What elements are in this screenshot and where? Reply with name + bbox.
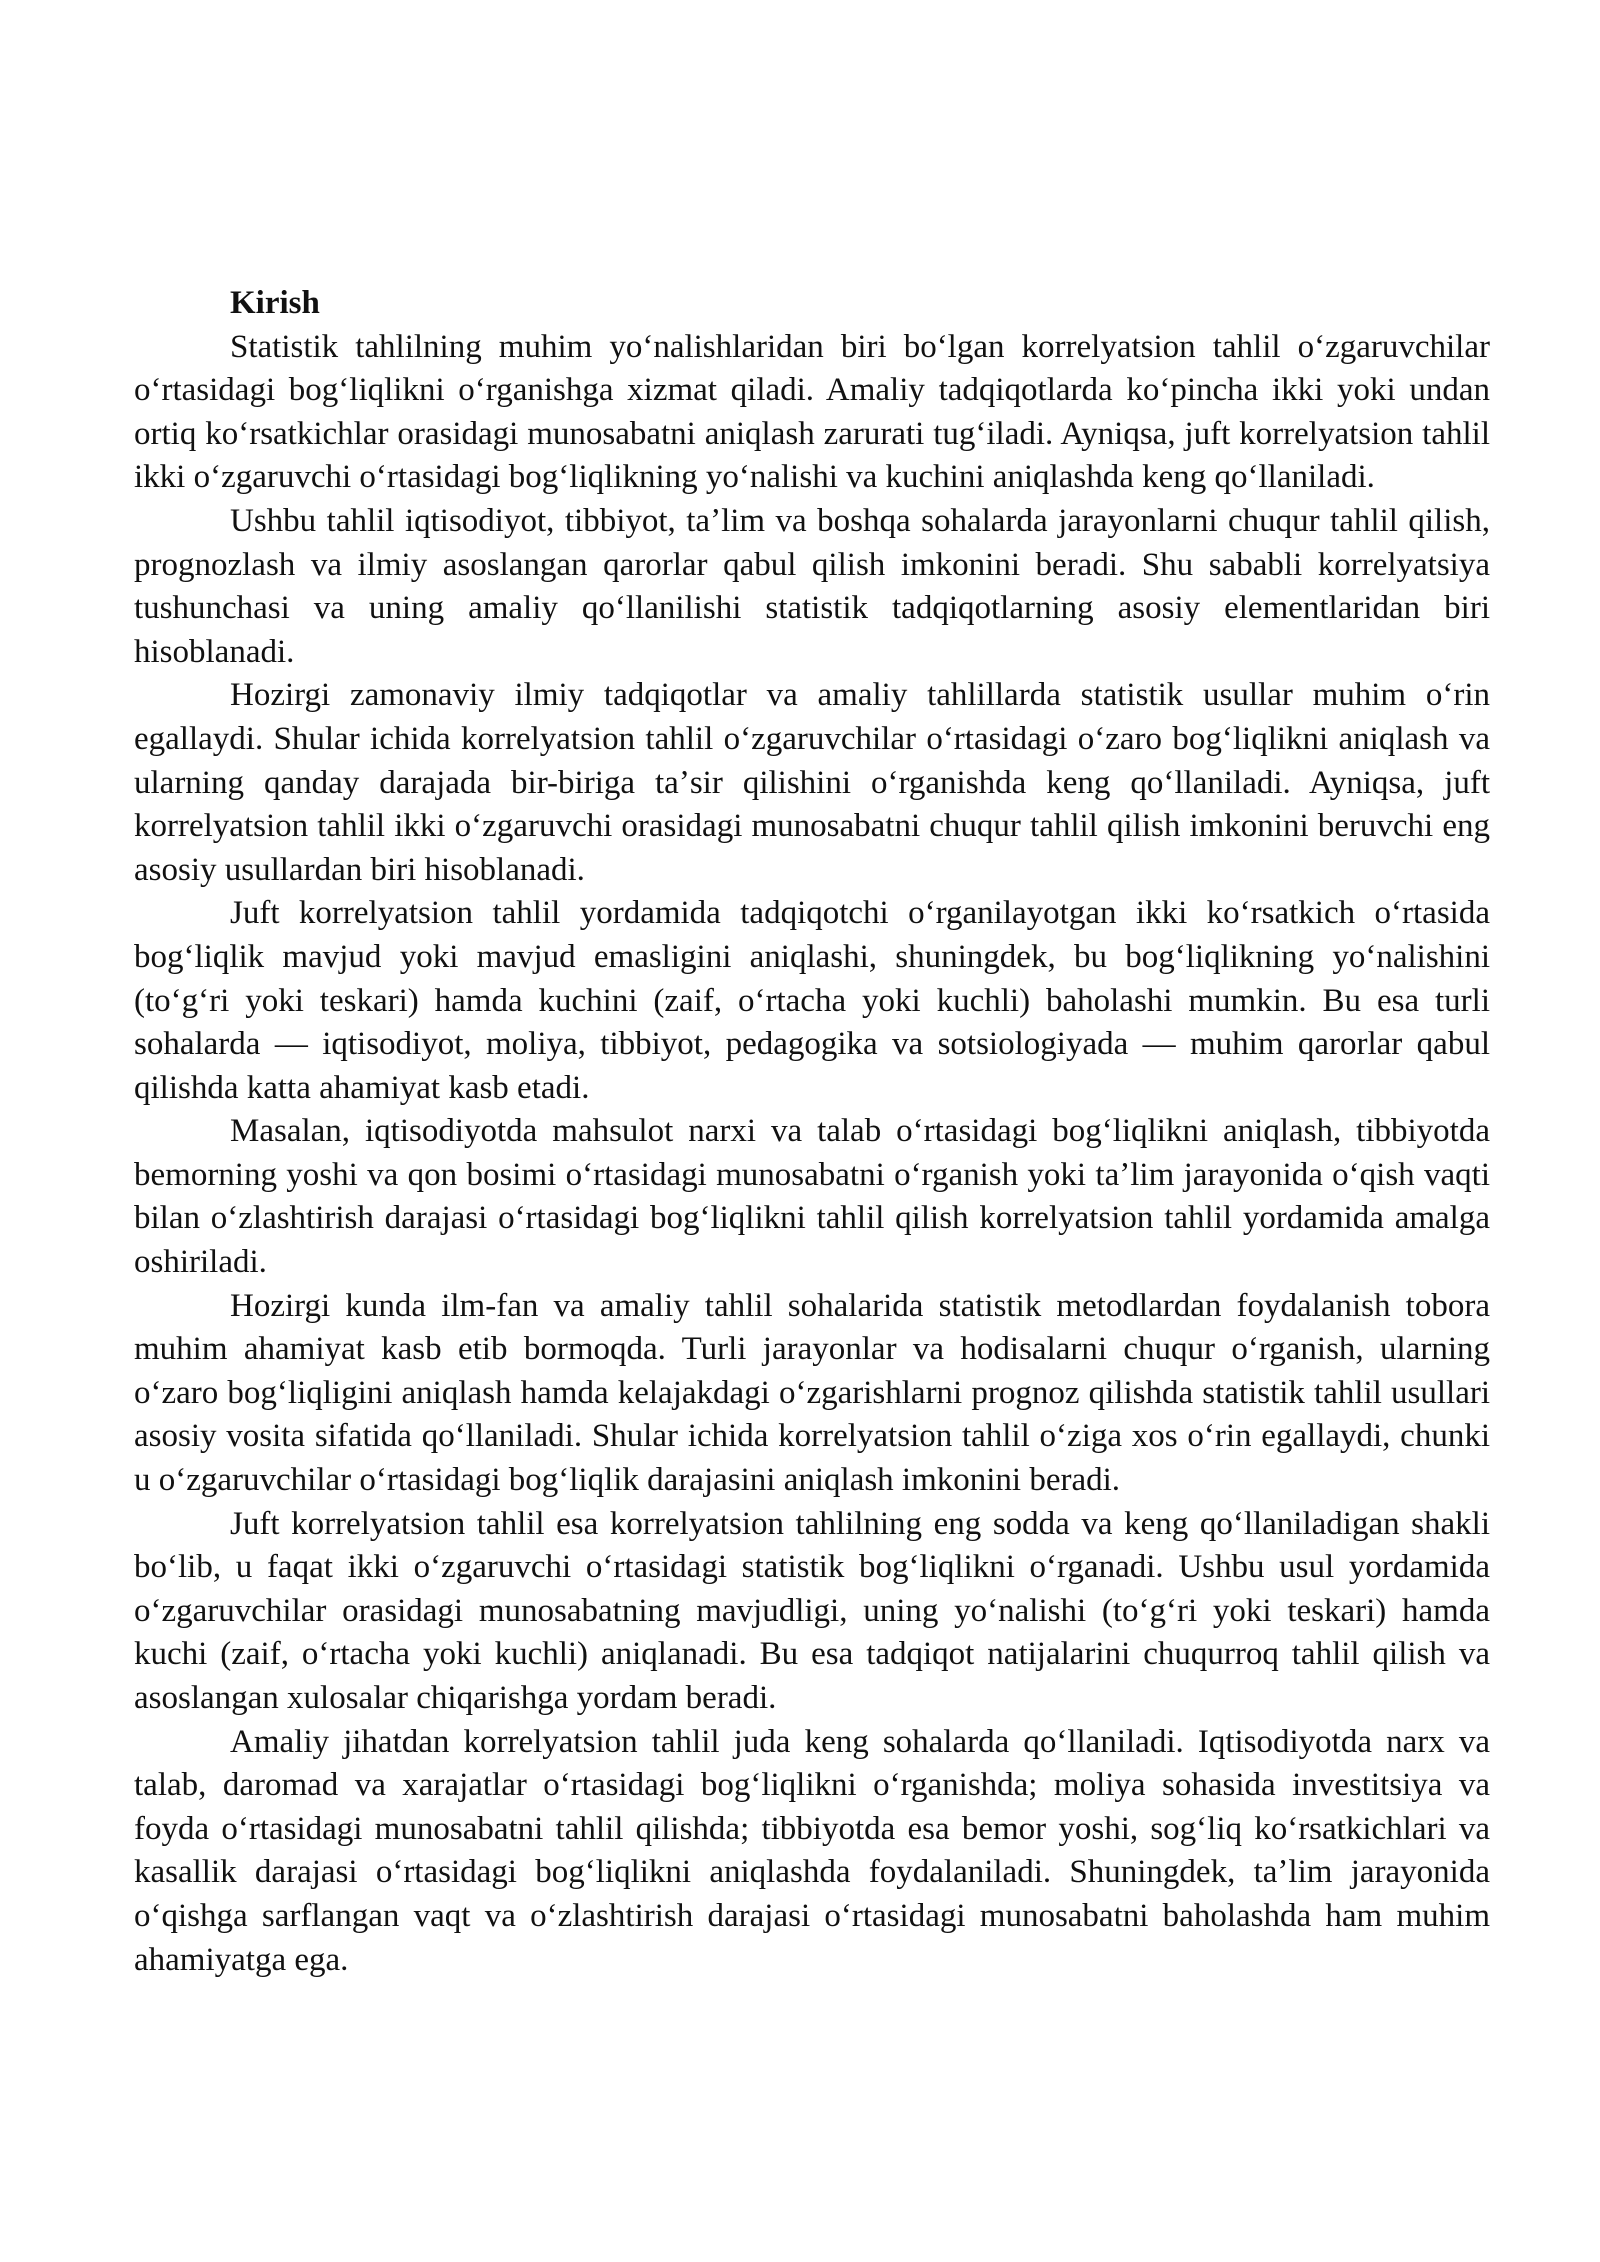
document-page (134, 282, 1490, 1982)
paragraph-6: Hozirgi kunda ilm-fan va amaliy tahlil sohalarida statistik metodlardan foydalanish tobora muhim ahamiyat kasb etib bormoqda. Turli jarayonlar va hodisalarni chuqur oʻrganish, ularning oʻzaro bogʻliqligini aniqlash hamda kelajakdagi oʻzgarishlarni prognoz qilishda statistik tahlil usullari asosiy vosita sifatida qoʻllaniladi. Shular ichida korrelyatsion tahlil oʻziga xos oʻrin egallaydi, chunki u oʻzgaruvchilar oʻrtasidagi bogʻliqlik darajasini aniqlash imkonini beradi. (134, 1287, 1490, 1499)
paragraph-2: Ushbu tahlil iqtisodiyot, tibbiyot, taʼlim va boshqa sohalarda jarayonlarni chuqur tahlil qilish, prognozlash va ilmiy asoslangan qarorlar qabul qilish imkonini beradi. Shu sababli korrelyatsiya tushunchasi va uning amaliy qoʻllanilishi statistik tadqiqotlarning asosiy elementlaridan biri hisoblanadi. (134, 502, 1490, 670)
paragraph-4: Juft korrelyatsion tahlil yordamida tadqiqotchi oʻrganilayotgan ikki koʻrsatkich oʻrtasida bogʻliqlik mavjud yoki mavjud emasligini aniqlashi, shuningdek, bu bogʻliqlikning yoʻnalishini (toʻgʻri yoki teskari) hamda kuchini (zaif, oʻrtacha yoki kuchli) baholashi mumkin. Bu esa turli sohalarda — iqtisodiyot, moliya, tibbiyot, pedagogika va sotsiologiyada — muhim qarorlar qabul qilishda katta ahamiyat kasb etadi. (134, 895, 1490, 1106)
paragraph-1: Statistik tahlilning muhim yoʻnalishlaridan biri boʻlgan korrelyatsion tahlil oʻzgaruvchilar oʻrtasidagi bogʻliqlikni oʻrganishga xizmat qiladi. Amaliy tadqiqotlarda koʻpincha ikki yoki undan ortiq koʻrsatkichlar orasidagi munosabatni aniqlash zarurati tugʻiladi. Ayniqsa, juft korrelyatsion tahlil ikki oʻzgaruvchi oʻrtasidagi bogʻliqlikning yoʻnalishi va kuchini aniqlashda keng qoʻllaniladi. (134, 328, 1490, 496)
paragraph-7: Juft korrelyatsion tahlil esa korrelyatsion tahlilning eng sodda va keng qoʻllaniladigan shakli boʻlib, u faqat ikki oʻzgaruvchi oʻrtasidagi statistik bogʻliqlikni oʻrganadi. Ushbu usul yordamida oʻzgaruvchilar orasidagi munosabatning mavjudligi, uning yoʻnalishi (toʻgʻri yoki teskari) hamda kuchi (zaif, oʻrtacha yoki kuchli) aniqlanadi. Bu esa tadqiqot natijalarini chuqurroq tahlil qilish va asoslangan xulosalar chiqarishga yordam beradi. (134, 1505, 1490, 1716)
section-heading: Kirish (230, 285, 320, 321)
paragraph-8: Amaliy jihatdan korrelyatsion tahlil juda keng sohalarda qoʻllaniladi. Iqtisodiyotda narx va talab, daromad va xarajatlar oʻrtasidagi bogʻliqlikni oʻrganishda; moliya sohasida investitsiya va foyda oʻrtasidagi munosabatni tahlil qilishda; tibbiyotda esa bemor yoshi, sogʻliq koʻrsatkichlari va kasallik darajasi oʻrtasidagi bogʻliqlikni aniqlashda foydalaniladi. Shuningdek, taʼlim jarayonida oʻqishga sarflangan vaqt va oʻzlashtirish darajasi oʻrtasidagi munosabatni baholashda ham muhim ahamiyatga ega. (134, 1723, 1490, 1978)
paragraph-5: Masalan, iqtisodiyotda mahsulot narxi va talab oʻrtasidagi bogʻliqlikni aniqlash, tibbiyotda bemorning yoshi va qon bosimi oʻrtasidagi munosabatni oʻrganish yoki taʼlim jarayonida oʻqish vaqti bilan oʻzlashtirish darajasi oʻrtasidagi bogʻliqlikni tahlil qilish korrelyatsion tahlil yordamida amalga oshiriladi. (134, 1113, 1490, 1281)
paragraph-3: Hozirgi zamonaviy ilmiy tadqiqotlar va amaliy tahlillarda statistik usullar muhim oʻrin egallaydi. Shular ichida korrelyatsion tahlil oʻzgaruvchilar oʻrtasidagi oʻzaro bogʻliqlikni aniqlash va ularning qanday darajada bir-biriga taʼsir qilishini oʻrganishda keng qoʻllaniladi. Ayniqsa, juft korrelyatsion tahlil ikki oʻzgaruvchi orasidagi munosabatni chuqur tahlil qilish imkonini beruvchi eng asosiy usullardan biri hisoblanadi. (134, 677, 1490, 888)
